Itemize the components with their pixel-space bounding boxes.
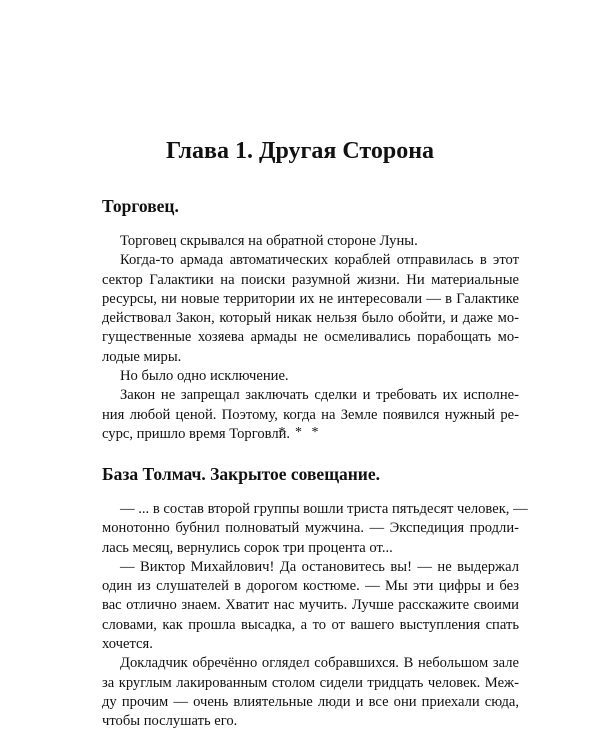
text-line: Докладчик обречённо оглядел собравшихся. В небольшом зале [120, 655, 519, 672]
text-line: один из слушателей в дорогом костюме. — Мы эти цифры и без [102, 578, 519, 595]
text-line: за круглым лакированным столом сидели тридцать человек. Меж- [102, 674, 519, 691]
text-line: ния любой ценой. Поэтому, когда на Земле появился нужный ре- [102, 406, 519, 423]
text-line: — Виктор Михайлович! Да остановитесь вы! — не выдержал [120, 558, 519, 575]
section-heading-trader: Торговец. [102, 196, 179, 216]
scene-separator: * * * [278, 425, 322, 440]
text-line: вас отлично знаем. Хватит нас мучить. Лучше расскажите своими [102, 597, 519, 614]
text-line: ресурсы, ни новые территории их не интересовали — в Галактике [102, 290, 519, 307]
text-line: — ... в состав второй группы вошли триста пятьдесят человек, — [120, 501, 528, 517]
section-heading-meeting: База Толмач. Закрытое совещание. [102, 464, 381, 484]
section-text-trader [102, 232, 519, 444]
text-line: Закон не запрещал заключать сделки и требовать их исполне- [120, 387, 519, 404]
text-line: монотонно бубнил полноватый мужчина. — Экспедиция продли- [102, 520, 519, 537]
text-line: Но было одно исключение. [120, 368, 289, 385]
text-line: ду прочим — очень влиятельные люди и все они приехали сюда, [102, 693, 519, 710]
text-line: хочется. [102, 636, 153, 653]
text-line: лась месяц, вернулись сорок три процента от... [102, 539, 393, 556]
section-text-meeting [102, 500, 528, 732]
text-line: словами, как прошла высадка, а то от вашего выступления спать [102, 616, 519, 633]
text-line: сектор Галактики на поиски разумной жизни. Ни материальные [102, 271, 519, 288]
text-line: Когда-то армада автоматических кораблей отправилась в этот [120, 252, 519, 269]
text-line: сурс, пришло время Торговли. [102, 425, 291, 442]
text-line: чтобы послушать его. [102, 713, 238, 730]
text-line: гущественные хозяева армады не осмеливались порабощать мо- [102, 329, 519, 346]
text-line: Торговец скрывался на обратной стороне Луны. [120, 233, 418, 249]
chapter-title: Глава 1. Другая Сторона [165, 138, 435, 164]
text-line: лодые миры. [102, 348, 182, 365]
text-line: действовал Закон, который никак нельзя было обойти, и даже мо- [102, 310, 519, 327]
